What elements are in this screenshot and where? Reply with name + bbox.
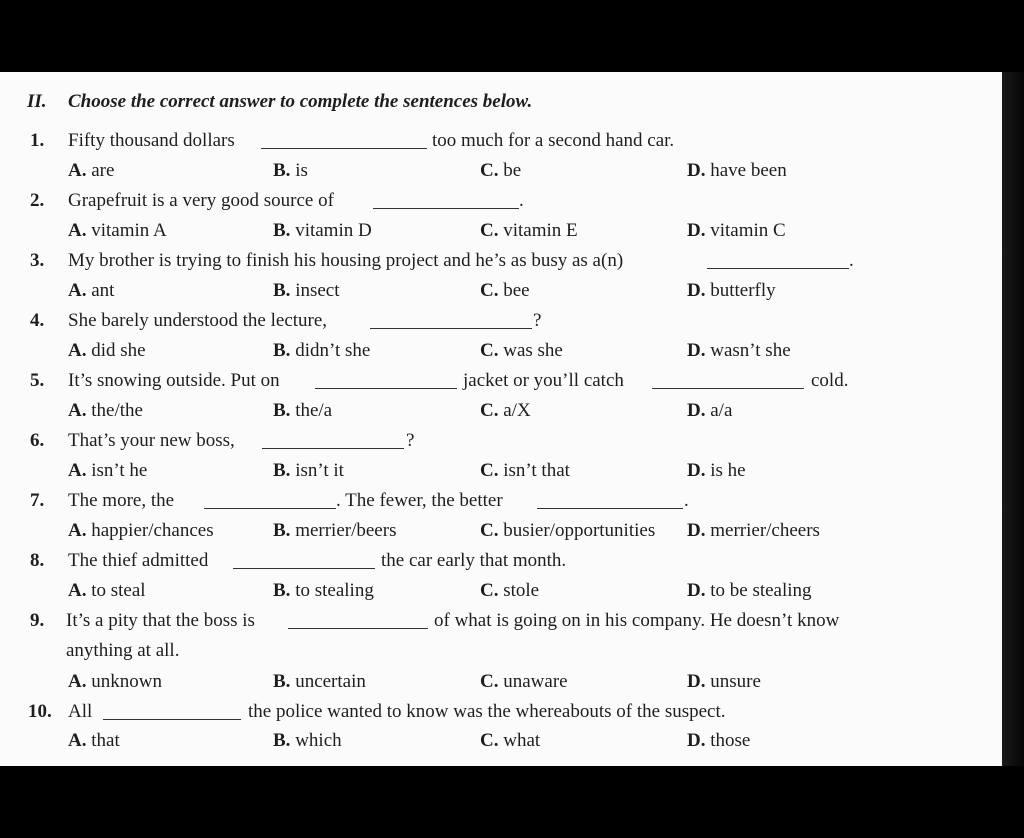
option-d[interactable]: D. a/a <box>687 400 733 421</box>
answer-blank <box>103 703 241 720</box>
question-number: 6. <box>30 430 45 451</box>
question-number: 1. <box>30 130 45 151</box>
question-number: 8. <box>30 550 45 571</box>
question-number: 5. <box>30 370 45 391</box>
option-d[interactable]: D. unsure <box>687 671 761 692</box>
answer-blank <box>288 612 428 629</box>
option-a[interactable]: A. are <box>68 160 115 181</box>
question-text: The more, the <box>68 490 175 511</box>
option-d[interactable]: D. butterfly <box>687 280 776 301</box>
option-d[interactable]: D. wasn’t she <box>687 340 791 361</box>
option-b[interactable]: B. merrier/beers <box>273 520 397 541</box>
option-c[interactable]: C. was she <box>480 340 563 361</box>
question-text: The thief admitted <box>68 550 209 571</box>
option-a[interactable]: A. unknown <box>68 671 162 692</box>
question-text: It’s a pity that the boss is <box>66 610 255 631</box>
option-c[interactable]: C. vitamin E <box>480 220 578 241</box>
question-text: too much for a second hand car. <box>432 130 675 151</box>
question-text: Fifty thousand dollars <box>68 130 235 151</box>
answer-blank <box>707 252 849 269</box>
option-c[interactable]: C. a/X <box>480 400 531 421</box>
worksheet-page <box>0 72 1002 766</box>
question-text: of what is going on in his company. He doesn’t know <box>434 610 840 631</box>
question-text: the car early that month. <box>381 550 567 571</box>
section-title: Choose the correct answer to complete the sentences below. <box>68 91 533 112</box>
question-number: 2. <box>30 190 45 211</box>
question-text: . <box>849 250 854 271</box>
option-b[interactable]: B. to stealing <box>273 580 374 601</box>
question-text: That’s your new boss, <box>68 430 235 451</box>
option-c[interactable]: C. what <box>480 730 541 751</box>
question-number: 10. <box>28 701 52 722</box>
option-a[interactable]: A. the/the <box>68 400 143 421</box>
answer-blank <box>373 192 519 209</box>
question-text: anything at all. <box>66 640 180 661</box>
option-d[interactable]: D. vitamin C <box>687 220 786 241</box>
option-b[interactable]: B. isn’t it <box>273 460 344 481</box>
question-number: 9. <box>30 610 45 631</box>
option-d[interactable]: D. have been <box>687 160 787 181</box>
answer-blank <box>315 372 457 389</box>
option-a[interactable]: A. happier/chances <box>68 520 214 541</box>
answer-blank <box>370 312 532 329</box>
question-number: 3. <box>30 250 45 271</box>
question-text: . <box>684 490 689 511</box>
question-text: It’s snowing outside. Put on <box>68 370 280 391</box>
option-a[interactable]: A. that <box>68 730 120 751</box>
option-d[interactable]: D. merrier/cheers <box>687 520 820 541</box>
question-text: ? <box>533 310 542 331</box>
option-c[interactable]: C. unaware <box>480 671 568 692</box>
option-a[interactable]: A. to steal <box>68 580 146 601</box>
option-b[interactable]: B. vitamin D <box>273 220 372 241</box>
option-c[interactable]: C. bee <box>480 280 530 301</box>
section-number: II. <box>27 91 47 112</box>
option-b[interactable]: B. didn’t she <box>273 340 371 361</box>
answer-blank <box>537 492 683 509</box>
question-number: 4. <box>30 310 45 331</box>
question-text: Grapefruit is a very good source of <box>68 190 334 211</box>
option-b[interactable]: B. the/a <box>273 400 333 421</box>
option-d[interactable]: D. is he <box>687 460 746 481</box>
answer-blank <box>261 132 427 149</box>
option-b[interactable]: B. insect <box>273 280 340 301</box>
option-b[interactable]: B. uncertain <box>273 671 366 692</box>
question-text: jacket or you’ll catch <box>463 370 624 391</box>
question-text: . <box>519 190 524 211</box>
question-text: cold. <box>811 370 849 391</box>
question-text: All <box>68 701 93 722</box>
option-b[interactable]: B. is <box>273 160 308 181</box>
answer-blank <box>652 372 804 389</box>
page-edge-shadow <box>1002 72 1024 766</box>
option-a[interactable]: A. isn’t he <box>68 460 148 481</box>
answer-blank <box>204 492 336 509</box>
option-c[interactable]: C. stole <box>480 580 540 601</box>
option-d[interactable]: D. those <box>687 730 751 751</box>
option-a[interactable]: A. ant <box>68 280 115 301</box>
option-c[interactable]: C. busier/opportunities <box>480 520 656 541</box>
question-text: She barely understood the lecture, <box>68 310 328 331</box>
question-text: My brother is trying to finish his housing project and he’s as busy as a(n) <box>68 250 624 271</box>
option-d[interactable]: D. to be stealing <box>687 580 812 601</box>
question-number: 7. <box>30 490 45 511</box>
question-text: the police wanted to know was the whereabouts of the suspect. <box>248 701 726 722</box>
question-text: . The fewer, the better <box>336 490 503 511</box>
option-c[interactable]: C. isn’t that <box>480 460 570 481</box>
option-a[interactable]: A. vitamin A <box>68 220 167 241</box>
question-text: ? <box>406 430 415 451</box>
answer-blank <box>262 432 404 449</box>
answer-blank <box>233 552 375 569</box>
option-c[interactable]: C. be <box>480 160 522 181</box>
option-a[interactable]: A. did she <box>68 340 146 361</box>
option-b[interactable]: B. which <box>273 730 342 751</box>
